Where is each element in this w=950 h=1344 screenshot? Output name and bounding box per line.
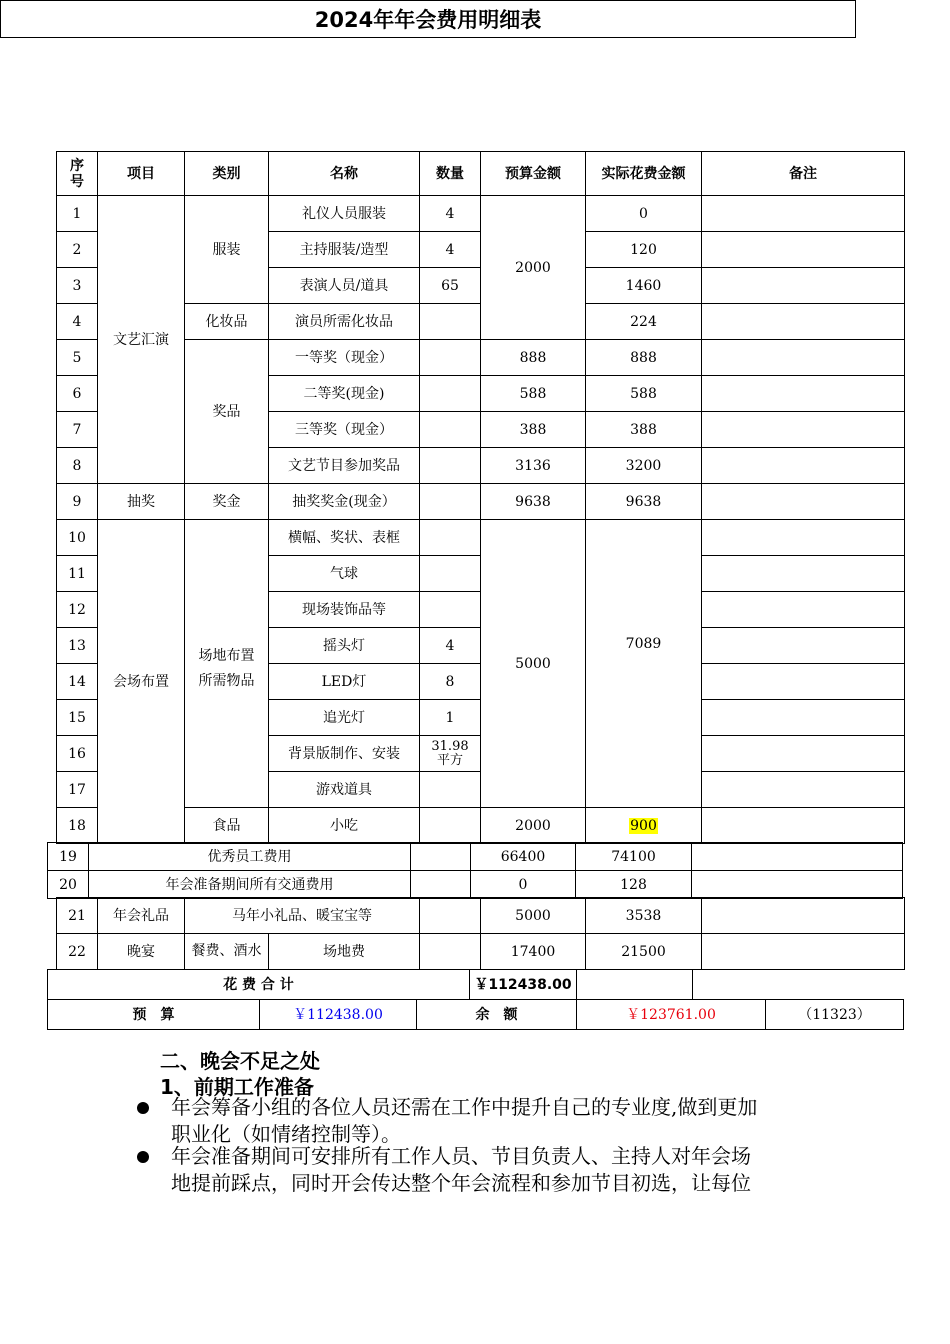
summary-table [47,969,904,1030]
cell-qty [420,340,481,376]
cell-category: 餐费、酒水 [185,934,269,970]
cell-qty: 4 [420,628,481,664]
summary-budget-row [48,1000,904,1030]
cell-budget: 66400 [471,843,576,871]
cell-name: 文艺节目参加奖品 [269,448,420,484]
cell-name: 三等奖（现金） [269,412,420,448]
cell-remark [702,304,905,340]
table-row [48,871,903,899]
cell-remark [702,628,905,664]
budget-label: 预 算 [48,1000,260,1030]
cell-actual: 388 [586,412,702,448]
cell-remark [702,736,905,772]
cell-actual: 9638 [586,484,702,520]
actual-changdi: 7089 [586,520,702,808]
cell-qty [420,556,481,592]
cell-qty-line1: 31.98 [431,738,469,754]
cell-name: 主持服装/造型 [269,232,420,268]
cell-actual: 3200 [586,448,702,484]
cell-qty [420,898,481,934]
cell-qty [420,448,481,484]
cell-qty [420,520,481,556]
cell-seq: 13 [57,628,98,664]
bullet-icon [137,1102,149,1114]
cell-name: 场地费 [269,934,420,970]
table-row [57,340,905,376]
cell-budget: 9638 [481,484,586,520]
cell-remark [692,843,903,871]
cell-budget: 17400 [481,934,586,970]
cell-seq: 1 [57,196,98,232]
cell-seq: 18 [57,808,98,844]
cell-category: 食品 [185,808,269,844]
cell-seq: 7 [57,412,98,448]
table-row [57,808,905,844]
cell-project: 抽奖 [98,484,185,520]
total-empty [577,970,693,1000]
cell-seq: 14 [57,664,98,700]
cell-name: 游戏道具 [269,772,420,808]
group-wenyi: 文艺汇演 [98,196,185,484]
cell-budget: 588 [481,376,586,412]
cell-actual: 74100 [576,843,692,871]
cell-seq: 17 [57,772,98,808]
cell-seq: 12 [57,592,98,628]
cell-remark [702,898,905,934]
cell-remark [702,556,905,592]
cell-seq: 20 [48,871,89,899]
cell-name: 小吃 [269,808,420,844]
cell-remark [702,340,905,376]
cell-seq: 19 [48,843,89,871]
cell-seq: 22 [57,934,98,970]
cell-remark [702,448,905,484]
cell-name: 追光灯 [269,700,420,736]
cell-name: 气球 [269,556,420,592]
cell-seq: 3 [57,268,98,304]
section-subheading: 1、前期工作准备 [160,1075,314,1099]
cell-qty [420,484,481,520]
cell-qty [420,412,481,448]
cell-seq: 6 [57,376,98,412]
cell-qty: 8 [420,664,481,700]
cell-remark [692,871,903,899]
cell-remark [702,808,905,844]
header-category: 类别 [185,152,269,196]
balance-value: ￥123761.00 [577,1000,766,1030]
table-row [57,898,905,934]
cell-actual: 0 [586,196,702,232]
cell-actual: 588 [586,376,702,412]
cell-name: 一等奖（现金） [269,340,420,376]
cell-qty [411,843,471,871]
cell-seq: 10 [57,520,98,556]
group-huichang: 会场布置 [98,520,185,844]
bullet-text [171,1143,851,1197]
category-fuzhuang: 服装 [185,196,269,304]
header-budget: 预算金额 [481,152,586,196]
cell-remark [702,376,905,412]
expense-table [56,151,905,844]
cell-project: 年会礼品 [98,898,185,934]
cell-seq: 8 [57,448,98,484]
cell-remark [702,268,905,304]
cell-name: 抽奖奖金(现金） [269,484,420,520]
total-label: 花 费 合 计 [48,970,470,1000]
cell-name: 背景版制作、安装 [269,736,420,772]
header-name: 名称 [269,152,420,196]
cell-seq: 16 [57,736,98,772]
budget-changdi: 5000 [481,520,586,808]
cell-qty: 65 [420,268,481,304]
cell-qty [420,772,481,808]
cell-seq: 11 [57,556,98,592]
cell-name: 二等奖(现金) [269,376,420,412]
cell-qty [420,304,481,340]
cell-budget: 3136 [481,448,586,484]
section-heading: 二、晚会不足之处 [160,1049,320,1073]
summary-total-row [48,970,904,1000]
budget-fuzhuang: 2000 [481,196,586,340]
cell-name: 礼仪人员服装 [269,196,420,232]
table-row [57,934,905,970]
cell-budget: 2000 [481,808,586,844]
bullet-icon [137,1151,149,1163]
budget-value: ￥112438.00 [260,1000,417,1030]
bullet-line: 地提前踩点，同时开会传达整个年会流程和参加节目初选，让每位 [171,1171,751,1195]
cell-name: LED灯 [269,664,420,700]
cell-qty: 1 [420,700,481,736]
table-row [48,843,903,871]
category-changdi-line2: 所需物品 [198,672,255,689]
cell-qty [420,592,481,628]
cell-remark [702,196,905,232]
category-changdi-line1: 场地布置 [198,647,255,664]
cell-category: 奖金 [185,484,269,520]
cell-seq: 15 [57,700,98,736]
cell-remark [702,700,905,736]
cell-name: 马年小礼品、暖宝宝等 [185,898,420,934]
cell-remark [702,664,905,700]
header-project: 项目 [98,152,185,196]
cell-qty [420,808,481,844]
table-row [57,196,905,232]
cell-qty [420,934,481,970]
bullet-line: 职业化（如情绪控制等）。 [171,1122,401,1146]
highlighted-value: 900 [630,817,657,834]
table-header-row [57,152,905,196]
cell-remark [702,412,905,448]
cell-seq: 5 [57,340,98,376]
cell-remark [702,772,905,808]
expense-table-mid [47,842,903,899]
category-jiangpin: 奖品 [185,340,269,484]
cell-name: 表演人员/道具 [269,268,420,304]
cell-name: 现场装饰品等 [269,592,420,628]
cell-actual: 888 [586,340,702,376]
cell-actual: 21500 [586,934,702,970]
cell-budget: 5000 [481,898,586,934]
cell-seq: 9 [57,484,98,520]
cell-actual: 224 [586,304,702,340]
cell-qty [420,376,481,412]
cell-actual: 120 [586,232,702,268]
balance-label: 余 额 [417,1000,577,1030]
bullet-text [171,1094,851,1148]
category-huazhuangpin: 化妆品 [185,304,269,340]
expense-table-low [56,897,905,970]
cell-seq: 4 [57,304,98,340]
cell-qty [411,871,471,899]
cell-remark [702,520,905,556]
header-qty: 数量 [420,152,481,196]
table-row [57,520,905,556]
total-value: ￥112438.00 [470,970,577,1000]
cell-budget: 388 [481,412,586,448]
cell-name: 横幅、奖状、表框 [269,520,420,556]
table-title: 2024年年会费用明细表 [0,0,856,38]
cell-qty-line2: 平方 [436,752,463,768]
cell-seq: 21 [57,898,98,934]
category-changdi [185,520,269,808]
cell-remark [702,934,905,970]
total-blank [693,970,904,1000]
header-seq: 序号 [57,152,98,196]
header-remark: 备注 [702,152,905,196]
cell-actual: 128 [576,871,692,899]
bullet-line: 年会筹备小组的各位人员还需在工作中提升自己的专业度,做到更加 [171,1095,758,1119]
cell-name: 优秀员工费用 [89,843,411,871]
bullet-line: 年会准备期间可安排所有工作人员、节目负责人、主持人对年会场 [171,1144,751,1168]
cell-budget: 888 [481,340,586,376]
cell-qty: 4 [420,232,481,268]
cell-name: 年会准备期间所有交通费用 [89,871,411,899]
cell-name: 演员所需化妆品 [269,304,420,340]
cell-seq: 2 [57,232,98,268]
cell-name: 摇头灯 [269,628,420,664]
cell-qty: 4 [420,196,481,232]
header-actual: 实际花费金额 [586,152,702,196]
cell-budget: 0 [471,871,576,899]
cell-qty [420,736,481,772]
balance-note: （11323） [766,1000,904,1030]
cell-actual [586,808,702,844]
cell-remark [702,592,905,628]
cell-actual: 3538 [586,898,702,934]
cell-project: 晚宴 [98,934,185,970]
cell-remark [702,232,905,268]
cell-remark [702,484,905,520]
table-row [57,484,905,520]
cell-actual: 1460 [586,268,702,304]
